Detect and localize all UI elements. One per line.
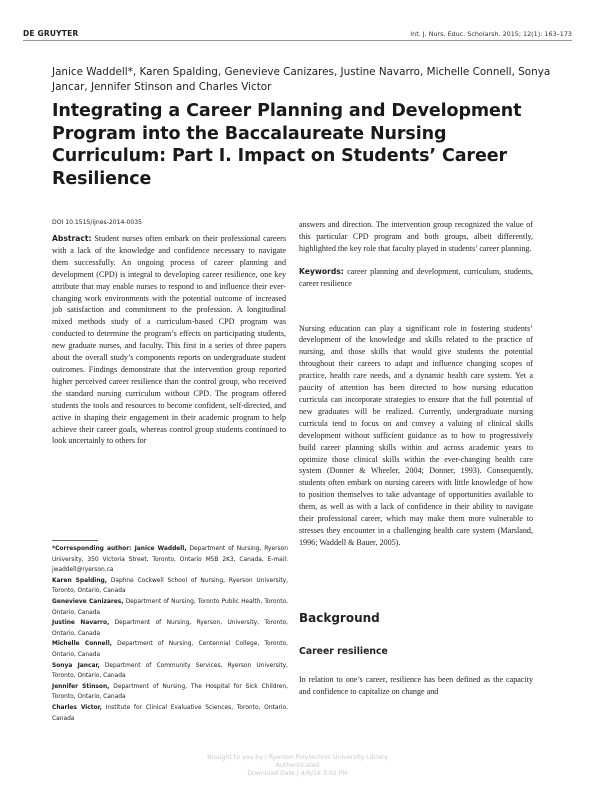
journal-reference: Int. J. Nurs. Educ. Scholarsh. 2015; 12(1): 163–173	[410, 30, 572, 38]
page-header	[23, 20, 572, 41]
footnote-item: Sonya Jancar, Department of Community Services, Ryerson University, Toronto, Ontario, Canada	[52, 662, 289, 680]
footnote-item: Jennifer Stinson, Department of Nursing, The Hospital for Sick Children, Toronto, Ontario, Canada	[52, 683, 288, 701]
footnote-item: Karen Spalding, Daphne Cockwell School of Nursing, Ryerson University, Toronto, Ontario, Canada	[52, 577, 288, 595]
abstract-continuation: answers and direction. The intervention group recognized the value of this particular CPD program and both groups, albeit differently, highlighted the key role that faculty played in students’ career planning.	[299, 220, 533, 253]
intro-paragraph: Nursing education can play a significant role in fostering students’ development of the knowledge and skills related to the practice of nursing, and those skills that would give students the potential throughout their careers to adapt and influence changing scopes of practice, health care needs, and a dynamic health care system. Yet a paucity of attention has been directed to how nursing education curricula can incorporate strategies to ensure that the full potential of new graduates will be realized. Currently, undergraduate nursing curricula tend to focus on and convey a valuing of clinical skills development without sufficient guidance as to how to progressively build career planning skills within and across academic years to optimize those clinical skills within the ever-changing health care system (Donner & Wheeler, 2004; Donner, 1993). Consequently, students often embark on nursing careers with little knowledge of how to position themselves to take advantage of opportunities available to them, as well as with a lack of confidence in their ability to navigate their professional career, which may make them more vulnerable to stresses they encounter in a challenging health care system (Marsland, 1996; Waddell & Bauer, 2005).	[299, 323, 533, 547]
author-list: Janice Waddell*, Karen Spalding, Genevieve Canizares, Justine Navarro, Michelle Connell, Sonya Jancar, Jennifer Stinson and Charles Victor	[52, 66, 551, 93]
publisher-name: DE GRUYTER	[23, 29, 79, 38]
left-column	[52, 219, 286, 447]
watermark-line: Download Date | 4/6/16 3:02 PM	[247, 770, 348, 777]
footnote-item: Charles Victor, Institute for Clinical Evaluative Sciences, Toronto, Ontario, Canada	[52, 704, 289, 722]
keywords-text: career planning and development, curriculum, students, career resilience	[299, 266, 533, 288]
abstract	[52, 233, 286, 447]
footnote-item: Justine Navarro, Department of Nursing, Ryerson, University, Toronto, Ontario, Canada	[52, 620, 288, 637]
footnote-item: Genevieve Canizares, Department of Nursing, Toronto Public Health, Toronto, Ontario, Canada	[52, 598, 288, 616]
article-title: Integrating a Career Planning and Development Program into the Baccalaureate Nursing Curriculum: Part I. Impact on Students’ Career Resilience	[52, 101, 522, 189]
abstract-text: Student nurses often embark on their professional careers with a lack of the knowledge and confidence necessary to navigate them successfully. An ongoing process of career planning and development (CPD) is integral to developing career resilience, one key attribute that may enable nurses to respond to and influence their ever-changing work environments with the potential outcome of increased job satisfaction and commitment to the profession. A longitudinal mixed methods study of a curriculum-based CPD program was conducted to determine the program’s effects on participating students, new graduate nurses, and faculty. This first in a series of three papers about the overall study’s components reports on undergraduate student outcomes. Findings demonstrate that the intervention group reported higher perceived career resilience than the control group, who received the standard nursing curriculum without CPD. The program offered students the tools and resources to become confident, self-directed, and active in shaping their engagement in their academic program to help achieve their career goals, whereas control group students continued to look uncertainly to others for	[52, 234, 287, 446]
watermark-line: Brought to you by | Ryerson Polytechnic University Library	[207, 754, 388, 761]
subsection-heading-career-resilience: Career resilience	[299, 646, 388, 657]
keywords-label: Keywords:	[299, 266, 344, 276]
doi-line: DOI 10.1515/ijnes-2014-0035	[52, 219, 143, 226]
affiliation-footnotes	[52, 544, 288, 724]
download-watermark	[0, 754, 595, 778]
footnote-item: *Corresponding author: Janice Waddell, Department of Nursing, Ryerson University, 350 Victoria Street, Toronto, Ontario M5B 2K3, Canada, E-mail: jwaddell@ryerson.ca	[52, 546, 288, 574]
career-resilience-text: In relation to one’s career, resilience has been defined as the capacity and confidence to capitalize on change and	[299, 675, 533, 696]
footnote-rule	[52, 540, 98, 541]
abstract-label: Abstract:	[52, 234, 92, 243]
right-column	[299, 219, 533, 549]
keywords	[299, 266, 533, 290]
footnote-item: Michelle Connell, Department of Nursing, Centennial College, Toronto, Ontario, Canada	[52, 641, 288, 658]
career-resilience-paragraph	[299, 674, 533, 698]
watermark-line: Authenticated	[275, 762, 320, 769]
section-heading-background: Background	[299, 611, 380, 625]
